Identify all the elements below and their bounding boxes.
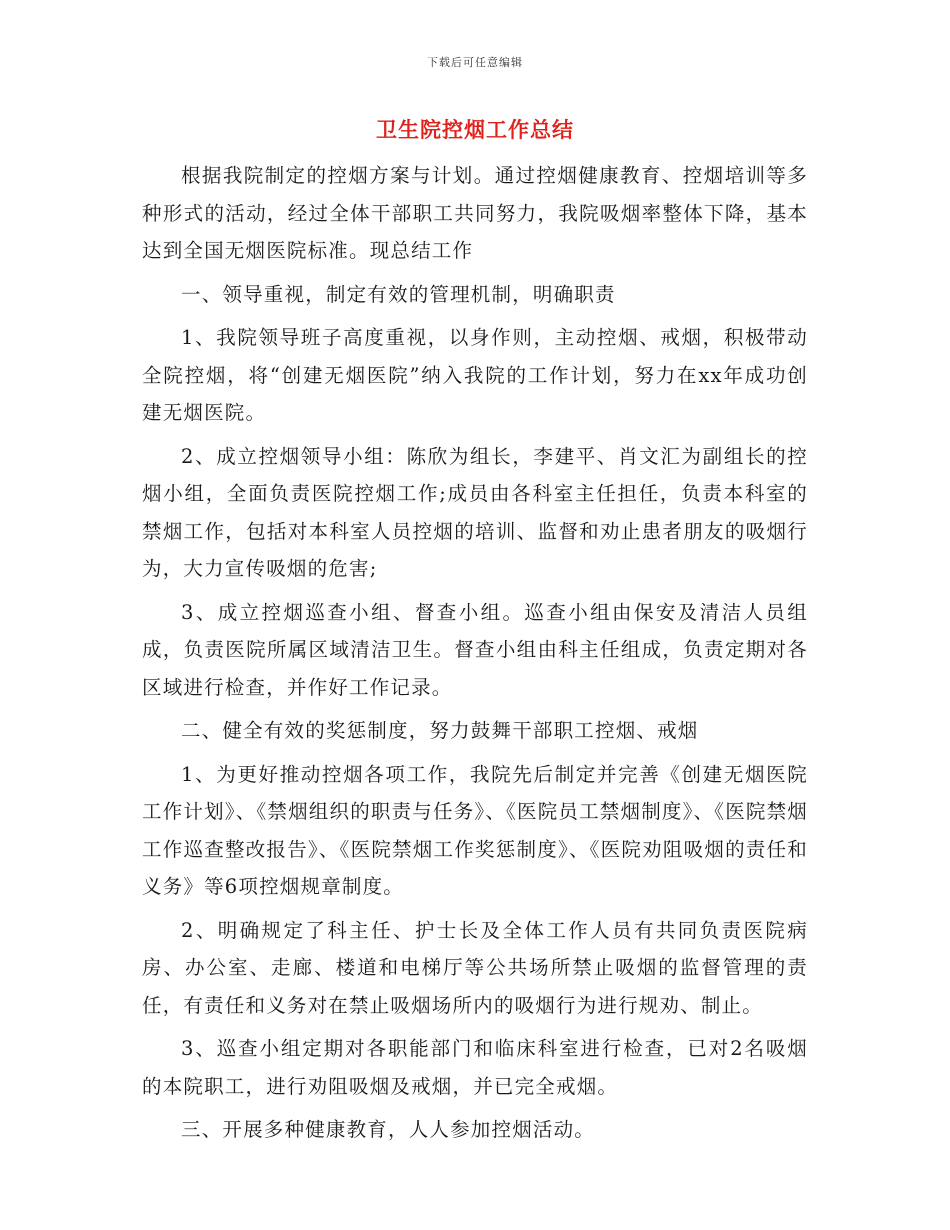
paragraph-2-2: 2、明确规定了科主任、护士长及全体工作人员有共同负责医院病房、办公室、走廊、楼道和电梯厅等公共场所禁止吸烟的监督管理的责任，有责任和义务对在禁止吸烟场所内的吸烟行为进行规劝、制止。 [142,918,808,1017]
paragraph-1-3: 3、成立控烟巡查小组、督查小组。巡查小组由保安及清洁人员组成，负责医院所属区域清洁卫生。督查小组由科主任组成，负责定期对各区域进行检查，并作好工作记录。 [142,600,808,699]
document-title: 卫生院控烟工作总结 [376,117,574,142]
paragraph-intro: 根据我院制定的控烟方案与计划。通过控烟健康教育、控烟培训等多种形式的活动，经过全体干部职工共同努力，我院吸烟率整体下降，基本达到全国无烟医院标准。现总结工作 [142,164,808,262]
section-heading-3: 三、开展多种健康教育，人人参加控烟活动。 [181,1118,596,1141]
section-heading-2: 二、健全有效的奖惩制度，努力鼓舞干部职工控烟、戒烟 [181,719,699,742]
document-body [142,157,808,1155]
paragraph-1-1: 1、我院领导班子高度重视，以身作则，主动控烟、戒烟，积极带动全院控烟，将“创建无烟医院”纳入我院的工作计划，努力在xx年成功创建无烟医院。 [142,326,808,424]
header-note: 下载后可任意编辑 [427,56,523,69]
paragraph-1-2: 2、成立控烟领导小组：陈欣为组长，李建平、肖文汇为副组长的控烟小组，全面负责医院控烟工作;成员由各科室主任担任，负责本科室的禁烟工作，包括对本科室人员控烟的培训、监督和劝止患者朋友的吸烟行为，大力宣传吸烟的危害; [142,444,808,580]
paragraph-2-3: 3、巡查小组定期对各职能部门和临床科室进行检查，已对2名吸烟的本院职工，进行劝阻吸烟及戒烟，并已完全戒烟。 [142,1037,808,1098]
section-heading-1: 一、领导重视，制定有效的管理机制，明确职责 [181,282,616,306]
paragraph-2-1: 1、为更好推动控烟各项工作，我院先后制定并完善《创建无烟医院工作计划》、《禁烟组织的职责与任务》、《医院员工禁烟制度》、《医院禁烟工作巡查整改报告》、《医院禁烟工作奖惩制度》、《医院劝阻吸烟的责任和义务》等6项控烟规章制度。 [142,762,809,898]
